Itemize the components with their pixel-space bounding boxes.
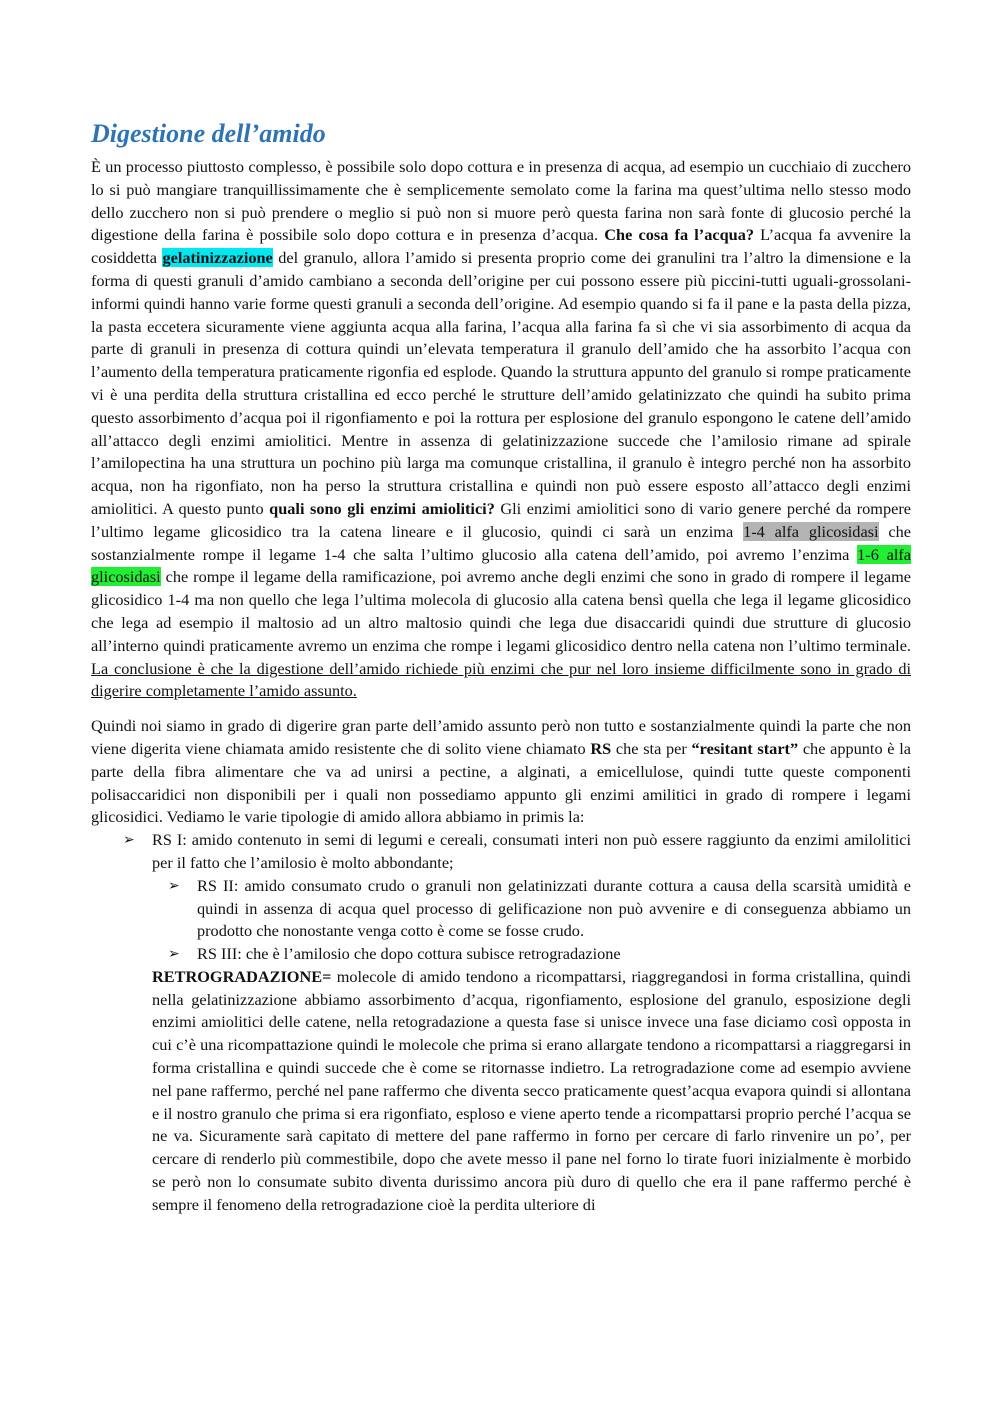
text-run: che appunto è la parte della fibra alimentare che va ad unirsi a pectine, a alginati, a emicellulose, quindi tutte queste componenti polisaccaridici non disponibili per i quali non possediamo appunto gli enzimi amilitici in grado di rompere i legami glicosidici. Vediamo le varie tipologie di amido allora abbiamo in primis la: bbox=[91, 738, 911, 827]
document-page bbox=[91, 118, 911, 1217]
list-item-rs2 bbox=[91, 875, 911, 943]
list-item-text: RS I: amido contenuto in semi di legumi e cereali, consumati interi non può essere raggiunto da enzimi amilolitici per il fatto che l’amilosio è molto abbondante; bbox=[152, 830, 911, 872]
rs-sublist bbox=[91, 875, 911, 966]
arrow-bullet-icon: ➢ bbox=[168, 877, 180, 894]
text-run: che rompe il legame della ramificazione, poi avremo anche degli enzimi che sono in grado di rompere il legame glicosidico 1-4 ma non quello che lega l’ultima molecola di glucosio alla catena bensì quella che lega il legame glicosidico che lega ad esempio il maltosio ad un altro maltosio quindi che lega due disaccaridi quindi due strutture di glucosio all’interno quindi praticamente avremo un enzima che rompe i legami glicosidico dentro nella catena non l’ultimo terminale. bbox=[91, 567, 911, 655]
highlight-1-4-alfa-glicosidasi: 1-4 alfa glicosidasi bbox=[743, 521, 879, 541]
underlined-conclusion: La conclusione è che la digestione dell’amido richiede più enzimi che pur nel loro insieme difficilmente sono in grado di digerire completamente l’amido assunto. bbox=[91, 658, 911, 701]
text-run: Quindi noi siamo in grado di digerire gran parte dell’amido assunto però non tutto e sostanzialmente quindi la parte che non viene digerita viene chiamata amido resistente che di solito viene chiamato bbox=[91, 716, 911, 758]
text-run: che sostanzialmente rompe il legame 1-4 che salta l’ultimo glucosio alla catena dell’amido, poi avremo l’enzima bbox=[91, 521, 912, 564]
section-title: Digestione dell’amido bbox=[91, 119, 326, 148]
text-run: Gli enzimi amiolitici sono di vario genere perché da rompere l’ultimo legame glicosidico tra la catena lineare e il glucosio, quindi ci sarà un enzima bbox=[91, 498, 911, 541]
list-item-rs3 bbox=[91, 943, 911, 966]
text-run: del granulo, allora l’amido si presenta proprio come dei granulini tra l’altro la dimensione e la forma di questi granuli d’amido cambiano a seconda dell’origine per cui possono essere più piccini-tutti uguali-grossolani-informi quindi hanno varie forme questi granuli a seconda dell’origine. Ad esempio quando si fa il pane e la pasta della pizza, la pasta eccetera sicuramente viene aggiunta acqua alla farina, l’acqua alla farina fa sì che vi sia assorbimento di acqua da parte di granuli in presenza di cottura quindi un’elevata temperatura il granulo dell’amido che ha assorbito l’acqua con l’aumento della temperatura praticamente rigonfia ed esplode. Quando la struttura appunto del granulo si rompe praticamente vi è una perdita della struttura cristallina ed ecco perché le strutture dell’amido gelatinizzato che quindi ha subito prima questo assorbimento d’acqua poi il rigonfiamento e poi la rottura per esplosione del granulo espongono le catene dell’amido all’attacco degli enzimi amiolitici. Mentre in assenza di gelatinizzazione succede che l’amilosio rimane ad spirale l’amilopectina ha una struttura un pochino più larga ma comunque cristallina, il granulo è integro perché non ha assorbito acqua, non ha rigonfiato, non ha perso la struttura cristallina e quindi non può essere esposto all’attacco degli enzimi amiolitici. A questo punto bbox=[91, 248, 911, 518]
paragraph-gelatinization bbox=[91, 156, 911, 703]
arrow-bullet-icon: ➢ bbox=[168, 946, 180, 963]
paragraph-retrogradation bbox=[91, 966, 911, 1217]
list-item-text: RS III: che è l’amilosio che dopo cottura subisce retrogradazione bbox=[197, 944, 621, 964]
list-item-text: RS II: amido consumato crudo o granuli non gelatinizzati durante cottura a causa della scarsità umidità e quindi in assenza di acqua quel processo di gelificazione non può avvenire e di conseguenza abbiamo un prodotto che nonostante venga cotto è come se fosse crudo. bbox=[197, 875, 911, 941]
highlight-gelatinizzazione: gelatinizzazione bbox=[162, 248, 273, 268]
list-item-rs1 bbox=[91, 829, 911, 875]
bold-retrogradazione-term: RETROGRADAZIONE= bbox=[152, 966, 332, 986]
arrow-bullet-icon: ➢ bbox=[123, 832, 135, 849]
bold-resitant-start: “resitant start” bbox=[691, 738, 799, 758]
text-run: L’acqua fa avvenire la cosiddetta bbox=[91, 225, 912, 268]
bold-question-enzymes: quali sono gli enzimi amiolitici? bbox=[269, 498, 495, 518]
paragraph-resistant-starch bbox=[91, 715, 911, 829]
text-run: che sta per bbox=[611, 738, 692, 758]
bold-question-water: Che cosa fa l’acqua? bbox=[604, 225, 754, 245]
highlight-1-6-alfa-glicosidasi: 1-6 alfa glicosidasi bbox=[91, 544, 912, 587]
rs-list bbox=[91, 829, 911, 875]
text-run: È un processo piuttosto complesso, è possibile solo dopo cottura e in presenza di acqua, ad esempio un cucchiaio di zucchero lo si può mangiare tranquillissimamente che è semplicemente semolato come la farina ma quest’ultima nello stesso modo dello zucchero non si può prendere o meglio si può non si muore però questa farina non sarà fonte di glucosio perché la digestione della farina è possibile solo dopo cottura e in presenza d’acqua. bbox=[91, 157, 911, 245]
bold-rs: RS bbox=[590, 738, 612, 758]
text-run: molecole di amido tendono a ricompattarsi, riaggregandosi in forma cristallina, quindi nella gelatinizzazione abbiamo assorbimento d’acqua, rigonfiamento, esplosione del granulo, esposizione degli enzimi amiolitici delle catene, nella retogradazione a questa fase si unisce invece una fase diciamo così opposta in cui c’è una ricompattazione quindi le molecole che prima si erano allargate tendono a ricompattarsi a riaggregarsi in forma cristallina e quindi succede che è come se ritornasse indietro. La retrogradazione come ad esempio avviene nel pane raffermo, perché nel pane raffermo che diventa secco praticamente quest’acqua evapora quindi si allontana e il nostro granulo che prima si era rigonfiato, esploso e viene aperto tende a ricompattarsi proprio perché l’acqua se ne va. Sicuramente sarà capitato di mettere del pane raffermo in forno per cercare di farlo rinvenire un po’, per cercare di renderlo più commestibile, dopo che avete messo il pane nel forno lo tirate fuori inizialmente è morbido se però non lo consumate subito diventa durissimo ancora più duro di quello che era il pane raffermo perché è sempre il fenomeno della retrogradazione cioè la perdita ulteriore di bbox=[152, 966, 911, 1214]
